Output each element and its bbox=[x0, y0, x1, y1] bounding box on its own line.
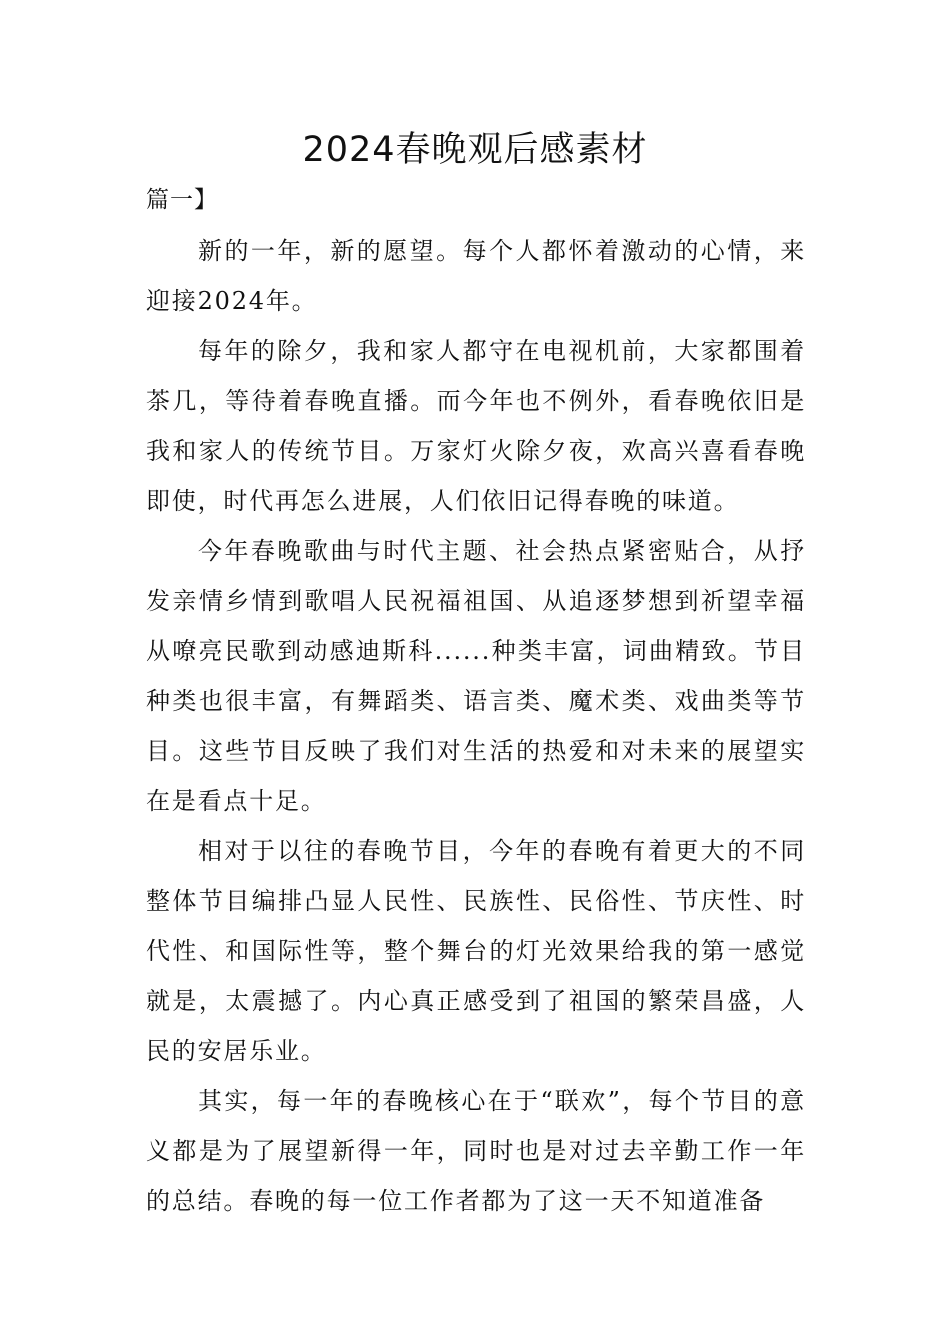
paragraph-2: 每年的除夕，我和家人都守在电视机前，大家都围着茶几，等待着春晚直播。而今年也不例外，看春晚依旧是我和家人的传统节目。万家灯火除夕夜，欢高兴喜看春晚即使，时代再怎么进展，人们依旧记得春晚的味道。 bbox=[146, 337, 806, 515]
document-title: 2024春晚观后感素材 bbox=[302, 130, 648, 170]
section-label: 篇一】 bbox=[146, 187, 218, 213]
paragraph-3: 今年春晚歌曲与时代主题、社会热点紧密贴合，从抒发亲情乡情到歌唱人民祝福祖国、从追逐梦想到祈望幸福从嘹亮民歌到动感迪斯科......种类丰富，词曲精致。节目种类也很丰富，有舞蹈类、语言类、魔术类、戏曲类等节目。这些节目反映了我们对生活的热爱和对未来的展望实在是看点十足。 bbox=[146, 537, 806, 815]
paragraph-4: 相对于以往的春晚节目，今年的春晚有着更大的不同整体节目编排凸显人民性、民族性、民俗性、节庆性、时代性、和国际性等，整个舞台的灯光效果给我的第一感觉就是，太震撼了。内心真正感受到了祖国的繁荣昌盛，人民的安居乐业。 bbox=[146, 837, 806, 1065]
document-body bbox=[146, 226, 806, 1226]
paragraph-5: 其实，每一年的春晚核心在于“联欢”，每个节目的意义都是为了展望新得一年，同时也是对过去辛勤工作一年的总结。春晚的每一位工作者都为了这一天不知道准备 bbox=[146, 1087, 806, 1215]
paragraph-1: 新的一年，新的愿望。每个人都怀着激动的心情，来迎接2024年。 bbox=[146, 237, 806, 315]
